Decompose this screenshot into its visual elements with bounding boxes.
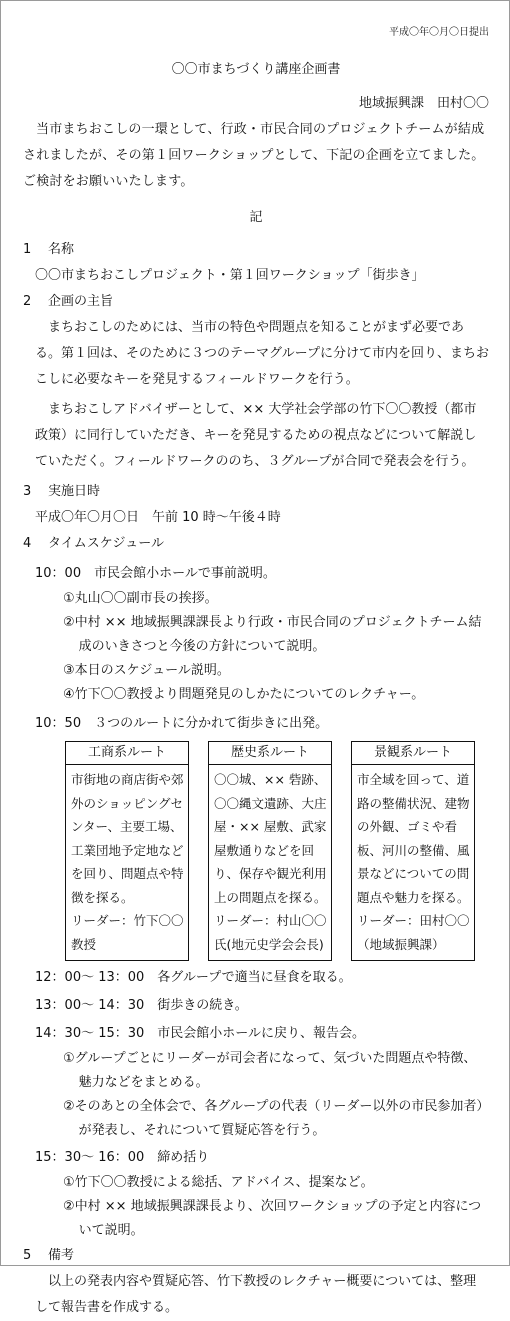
- route-description: 市全域を回って、道路の整備状況、建物の外観、ゴミや看板、河川の整備、風景などについての問題点や魅力を探る。: [357, 772, 470, 905]
- section-5-body: 以上の発表内容や質疑応答、竹下教授のレクチャー概要については、整理して報告書を作成する。: [35, 1274, 477, 1315]
- section-number: 1: [23, 242, 32, 257]
- section-number: 4: [23, 536, 32, 551]
- route-description: 市街地の商店街や郊外のショッピングセンター、主要工場、工業団地予定地などを回り、問題点や特徴を探る。: [71, 772, 184, 905]
- section-2-paragraph-1: まちおこしのためには、当市の特色や問題点を知ることがまず必要である。第１回は、そのために３つのテーマグループに分けて市内を回り、まちおこしに必要なキーを発見するフィールドワークを行う。: [35, 320, 489, 387]
- route-leader: リーダー：田村〇〇（地域振興課）: [357, 913, 470, 952]
- schedule-sub-item: ①丸山〇〇副市長の挨拶。: [63, 591, 218, 606]
- section-2-heading: [23, 289, 489, 315]
- section-5-heading: [23, 1243, 489, 1269]
- route-name: 景観系ルート: [352, 742, 474, 765]
- schedule-entry: 14：30〜 15：30 市民会館小ホールに戻り、報告会。: [35, 1026, 366, 1041]
- section-2-paragraph-2: まちおこしアドバイザーとして、×× 大学社会学部の竹下〇〇教授（都市政策）に同行していただき、キーを発見するための視点などについて解説していただく。フィールドワークののち、３グループが合同で発表会を行う。: [35, 402, 477, 469]
- route-leader: リーダー：村山〇〇氏(地元史学会会長): [214, 913, 327, 952]
- route-boxes: [65, 741, 489, 961]
- route-description: 〇〇城、×× 砦跡、〇〇縄文遺跡、大庄屋・×× 屋敷、武家屋敷通りなどを回り、保存や観光利用上の問題点を探る。: [214, 772, 327, 905]
- section-3-heading: [23, 479, 489, 505]
- route-box-landscape: [351, 741, 475, 961]
- schedule-sub-item: ②中村 ×× 地域振興課課長より、次回ワークショップの予定と内容について説明。: [63, 1199, 482, 1238]
- section-4-heading: [23, 531, 489, 557]
- route-body: [352, 765, 474, 960]
- section-title: 名称: [48, 242, 75, 257]
- section-title: タイムスケジュール: [48, 536, 164, 551]
- schedule-sub-item: ③本日のスケジュール説明。: [63, 663, 230, 678]
- section-title: 実施日時: [48, 484, 101, 499]
- route-leader: リーダー：竹下〇〇教授: [71, 913, 184, 952]
- schedule-sub-item: ②中村 ×× 地域振興課課長より行政・市民合同のプロジェクトチーム結成のいきさつと今後の方針について説明。: [63, 615, 482, 654]
- schedule-sub-item: ①グループごとにリーダーが司会者になって、気づいた問題点や特徴、魅力などをまとめる。: [63, 1051, 477, 1090]
- document-title: 〇〇市まちづくり講座企画書: [171, 62, 341, 77]
- section-title: 企画の主旨: [48, 294, 114, 309]
- schedule-entry: 10：50 ３つのルートに分かれて街歩きに出発。: [35, 716, 329, 731]
- submission-date: 平成〇年〇月〇日提出: [389, 27, 489, 38]
- section-number: 2: [23, 294, 32, 309]
- schedule-entry: 12：00〜 13：00 各グループで適当に昼食を取る。: [35, 970, 352, 985]
- section-3-body: 平成〇年〇月〇日 午前 10 時〜午後４時: [35, 510, 281, 525]
- author-line: 地域振興課 田村〇〇: [358, 96, 489, 111]
- route-body: [66, 765, 188, 960]
- route-box-commerce: [65, 741, 189, 961]
- section-1-heading: [23, 237, 489, 263]
- section-1-body: 〇〇市まちおこしプロジェクト・第１回ワークショップ「街歩き」: [35, 268, 425, 283]
- route-name: 歴史系ルート: [209, 742, 331, 765]
- intro-paragraph: 当市まちおこしの一環として、行政・市民合同のプロジェクトチームが結成されましたが、その第１回ワークショップとして、下記の企画を立てました。ご検討をお願いいたします。: [23, 122, 485, 189]
- route-name: 工商系ルート: [66, 742, 188, 765]
- section-number: 3: [23, 484, 32, 499]
- section-title: 備考: [48, 1248, 75, 1263]
- ki-heading: 記: [249, 210, 263, 225]
- schedule-entry: 10：00 市民会館小ホールで事前説明。: [35, 566, 276, 581]
- schedule-entry: 13：00〜 14：30 街歩きの続き。: [35, 998, 248, 1013]
- route-body: [209, 765, 331, 960]
- route-box-history: [208, 741, 332, 961]
- schedule-entry: 15：30〜 16：00 締め括り: [35, 1150, 210, 1165]
- schedule-sub-item: ②そのあとの全体会で、各グループの代表（リーダー以外の市民参加者）が発表し、それについて質疑応答を行う。: [63, 1099, 483, 1138]
- section-number: 5: [23, 1248, 32, 1263]
- schedule-sub-item: ①竹下〇〇教授による総括、アドバイス、提案など。: [63, 1175, 374, 1190]
- schedule-sub-item: ④竹下〇〇教授より問題発見のしかたについてのレクチャー。: [63, 687, 425, 702]
